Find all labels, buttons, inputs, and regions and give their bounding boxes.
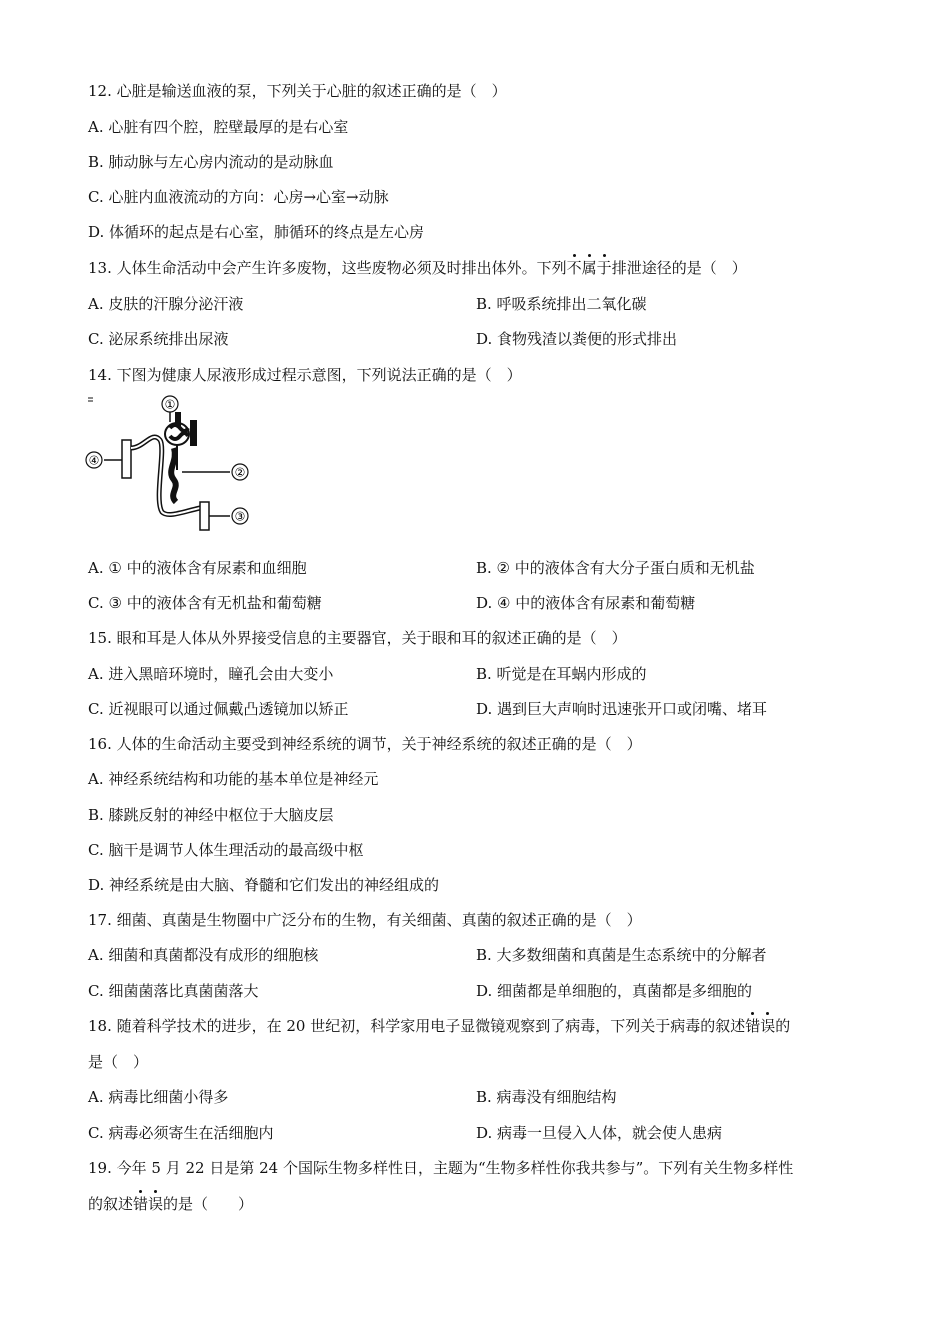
q19-stem-line2: [88, 1194, 253, 1214]
q17-stem: 17. 细菌、真菌是生物圈中广泛分布的生物，有关细菌、真菌的叙述正确的是（ ）: [88, 911, 642, 929]
q19-stem-text: 的是（ ）: [163, 1195, 254, 1213]
q12-option-d: D. 体循环的起点是右心室，肺循环的终点是左心房: [88, 223, 425, 241]
q18-option-b: B. 病毒没有细胞结构: [476, 1088, 617, 1106]
blood-vessel: [190, 420, 197, 446]
q19-stem-text: 的叙述: [88, 1195, 134, 1213]
q17-option-b: B. 大多数细菌和真菌是生态系统中的分解者: [476, 946, 767, 964]
q14-option-a: A. ① 中的液体含有尿素和血细胞: [88, 559, 307, 577]
q13-option-d: D. 食物残渣以粪便的形式排出: [476, 330, 678, 348]
q12-option-c: C. 心脏内血液流动的方向：心房→心室→动脉: [88, 188, 389, 206]
q18-stem-line2: 是（ ）: [88, 1053, 149, 1071]
q12-option-a: A. 心脏有四个腔，腔壁最厚的是右心室: [88, 118, 349, 136]
q18-emphasis-char: 误: [760, 1017, 776, 1035]
q13-emphasis-char: 于: [596, 259, 612, 277]
q19-emphasis-char: 误: [148, 1195, 164, 1213]
q13-stem: [88, 258, 747, 278]
q17-option-a: A. 细菌和真菌都没有成形的细胞核: [88, 946, 319, 964]
q15-option-a: A. 进入黑暗环境时，瞳孔会由大变小: [88, 665, 334, 683]
afferent-arteriole: [175, 412, 181, 426]
q19-stem-line1: 19. 今年 5 月 22 日是第 24 个国际生物多样性日，主题为“生物多样性你我共参与”。下列有关生物多样性: [88, 1159, 794, 1177]
q15-option-c: C. 近视眼可以通过佩戴凸透镜加以矫正: [88, 700, 349, 718]
label-4: ④: [88, 453, 100, 468]
q18-option-c: C. 病毒必须寄生在活细胞内: [88, 1124, 274, 1142]
q16-option-b: B. 膝跳反射的神经中枢位于大脑皮层: [88, 806, 334, 824]
q18-stem-text: 的: [775, 1017, 791, 1035]
label-2: ②: [234, 465, 246, 480]
q13-stem-text: 13. 人体生命活动中会产生许多废物，这些废物必须及时排出体外。下列: [88, 259, 567, 277]
q16-option-a: A. 神经系统结构和功能的基本单位是神经元: [88, 770, 379, 788]
nephron-diagram: [82, 390, 262, 540]
q18-option-d: D. 病毒一旦侵入人体，就会使人患病: [476, 1124, 723, 1142]
q18-stem: [88, 1016, 790, 1036]
q14-stem: 14. 下图为健康人尿液形成过程示意图，下列说法正确的是（ ）: [88, 366, 522, 384]
renal-tubule-lumen: [131, 437, 200, 515]
label-1: ①: [164, 397, 176, 412]
q17-option-c: C. 细菌菌落比真菌菌落大: [88, 982, 259, 1000]
q18-option-a: A. 病毒比细菌小得多: [88, 1088, 229, 1106]
collecting-duct: [122, 440, 131, 478]
q12-stem: 12. 心脏是输送血液的泵，下列关于心脏的叙述正确的是（ ）: [88, 82, 507, 100]
q19-emphasis-char: 错: [133, 1195, 149, 1213]
tubule-outlet: [200, 502, 209, 530]
label-3: ③: [234, 509, 246, 524]
q13-option-c: C. 泌尿系统排出尿液: [88, 330, 229, 348]
q15-option-b: B. 听觉是在耳蜗内形成的: [476, 665, 647, 683]
q17-option-d: D. 细菌都是单细胞的，真菌都是多细胞的: [476, 982, 753, 1000]
q18-emphasis-char: 错: [745, 1017, 761, 1035]
q13-stem-text: 排泄途径的是（ ）: [611, 259, 747, 277]
q18-stem-text: 18. 随着科学技术的进步，在 20 世纪初，科学家用电子显微镜观察到了病毒，下列关于病毒的叙述: [88, 1017, 746, 1035]
q13-emphasis-char: 属: [581, 259, 597, 277]
renal-tubule: [131, 437, 200, 515]
q12-option-b: B. 肺动脉与左心房内流动的是动脉血: [88, 153, 334, 171]
q16-option-c: C. 脑干是调节人体生理活动的最高级中枢: [88, 841, 364, 859]
q13-option-b: B. 呼吸系统排出二氧化碳: [476, 295, 647, 313]
q14-option-d: D. ④ 中的液体含有尿素和葡萄糖: [476, 594, 696, 612]
q13-emphasis-char: 不: [566, 259, 582, 277]
q15-stem: 15. 眼和耳是人体从外界接受信息的主要器官，关于眼和耳的叙述正确的是（ ）: [88, 629, 627, 647]
q14-option-b: B. ② 中的液体含有大分子蛋白质和无机盐: [476, 559, 755, 577]
capillary-network: [171, 448, 176, 502]
q14-option-c: C. ③ 中的液体含有无机盐和葡萄糖: [88, 594, 322, 612]
q16-option-d: D. 神经系统是由大脑、脊髓和它们发出的神经组成的: [88, 876, 440, 894]
q16-stem: 16. 人体的生命活动主要受到神经系统的调节，关于神经系统的叙述正确的是（ ）: [88, 735, 642, 753]
q13-option-a: A. 皮肤的汗腺分泌汗液: [88, 295, 244, 313]
q15-option-d: D. 遇到巨大声响时迅速张开口或闭嘴、堵耳: [476, 700, 768, 718]
